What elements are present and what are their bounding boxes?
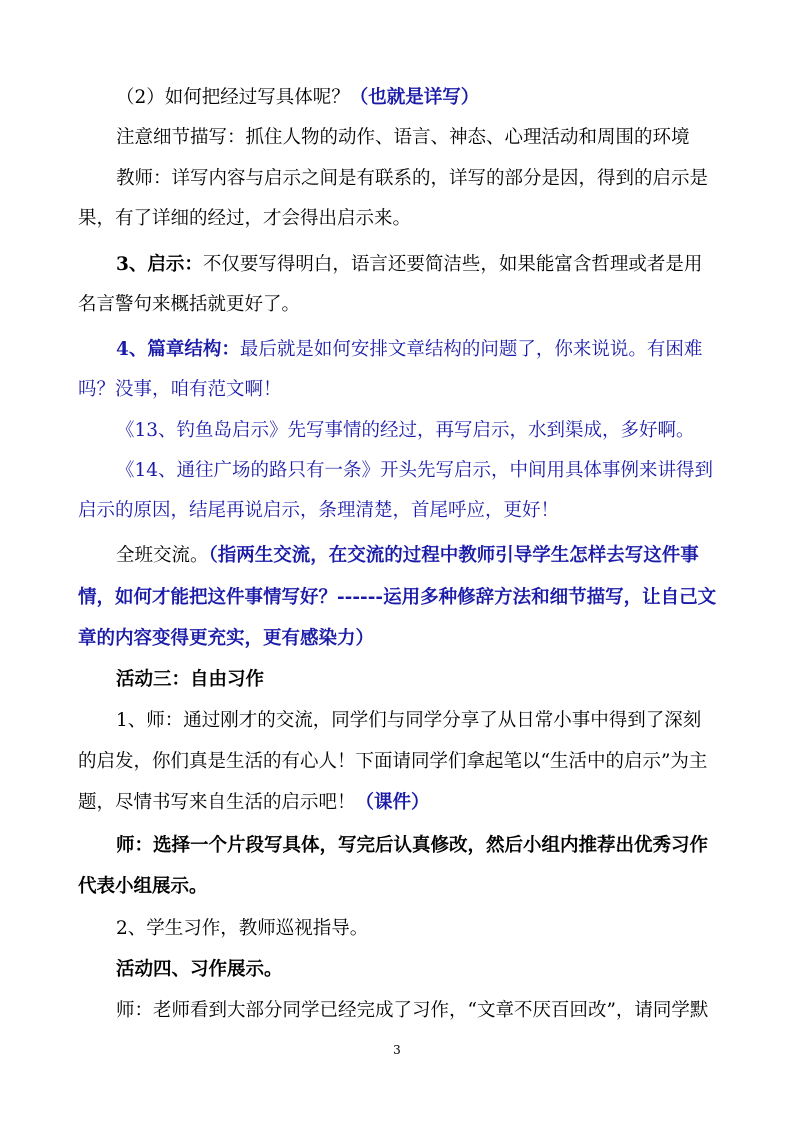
section-heading: 活动四、习作展示。 [116,959,283,980]
text-line: 启示的原因，结尾再说启示，条理清楚，首尾呼应，更好！ [78,500,560,521]
text: （2）如何把经过写具体呢？ [116,87,350,108]
text-line: 教师：详写内容与启示之间是有联系的，详写的部分是因，得到的启示是 [116,168,709,189]
text: 不仅要写得明白，语言还要简洁些，如果能富含哲理或者是用 [202,254,703,275]
text-line: 师：老师看到大部分同学已经完成了习作，“文章不厌百回改”，请同学默 [116,1000,709,1021]
text-line [116,543,756,569]
text-line: 吗？没事，咱有范文啊！ [78,379,282,400]
text: 全班交流。 [116,545,209,566]
text: 最后就是如何安排文章结构的问题了，你来说说。有困难 [239,339,703,360]
text-line: 代表小组展示。 [78,876,208,897]
section-heading: 活动三：自由习作 [116,669,265,690]
text-line: 1、师：通过刚才的交流，同学们与同学分享了从日常小事中得到了深刻 [116,710,702,731]
text-line [78,790,718,816]
text-line [116,85,756,111]
text-line: 情，如何才能把这件事情写好？------运用多种修辞方法和细节描写，让自己文 [78,587,717,608]
highlight-text: （课件） [355,792,430,813]
page-number: 3 [393,1043,401,1057]
text-line: 2、学生习作，教师巡视指导。 [116,918,369,939]
text-line: 的启发，你们真是生活的有心人！下面请同学们拿起笔以“生活中的启示”为主 [78,751,708,772]
text-line: 师：选择一个片段写具体，写完后认真修改，然后小组内推荐出优秀习作 [116,835,709,856]
text-line: 章的内容变得更充实，更有感染力） [78,628,375,649]
text-line: 《13、钓鱼岛启示》先写事情的经过，再写启示，水到渠成，多好啊。 [116,420,695,441]
text: 题，尽情书写来自生活的启示吧！ [78,792,356,813]
text-line: 注意细节描写：抓住人物的动作、语言、神态、心理活动和周围的环境 [116,127,690,148]
section-heading: 3、启示： [116,254,203,275]
text-line: 名言警句来概括就更好了。 [78,294,301,315]
text-line: 果，有了详细的经过，才会得出启示来。 [78,208,412,229]
highlight-text: （也就是详写） [349,87,480,108]
highlight-text: （指两生交流，在交流的过程中教师引导学生怎样去写这件事 [208,545,699,566]
section-heading: 4、篇章结构： [116,339,240,360]
text-line [116,337,756,363]
text-line: 《14、通往广场的路只有一条》开头先写启示，中间用具体事例来讲得到 [116,460,714,481]
text-line [116,252,756,278]
